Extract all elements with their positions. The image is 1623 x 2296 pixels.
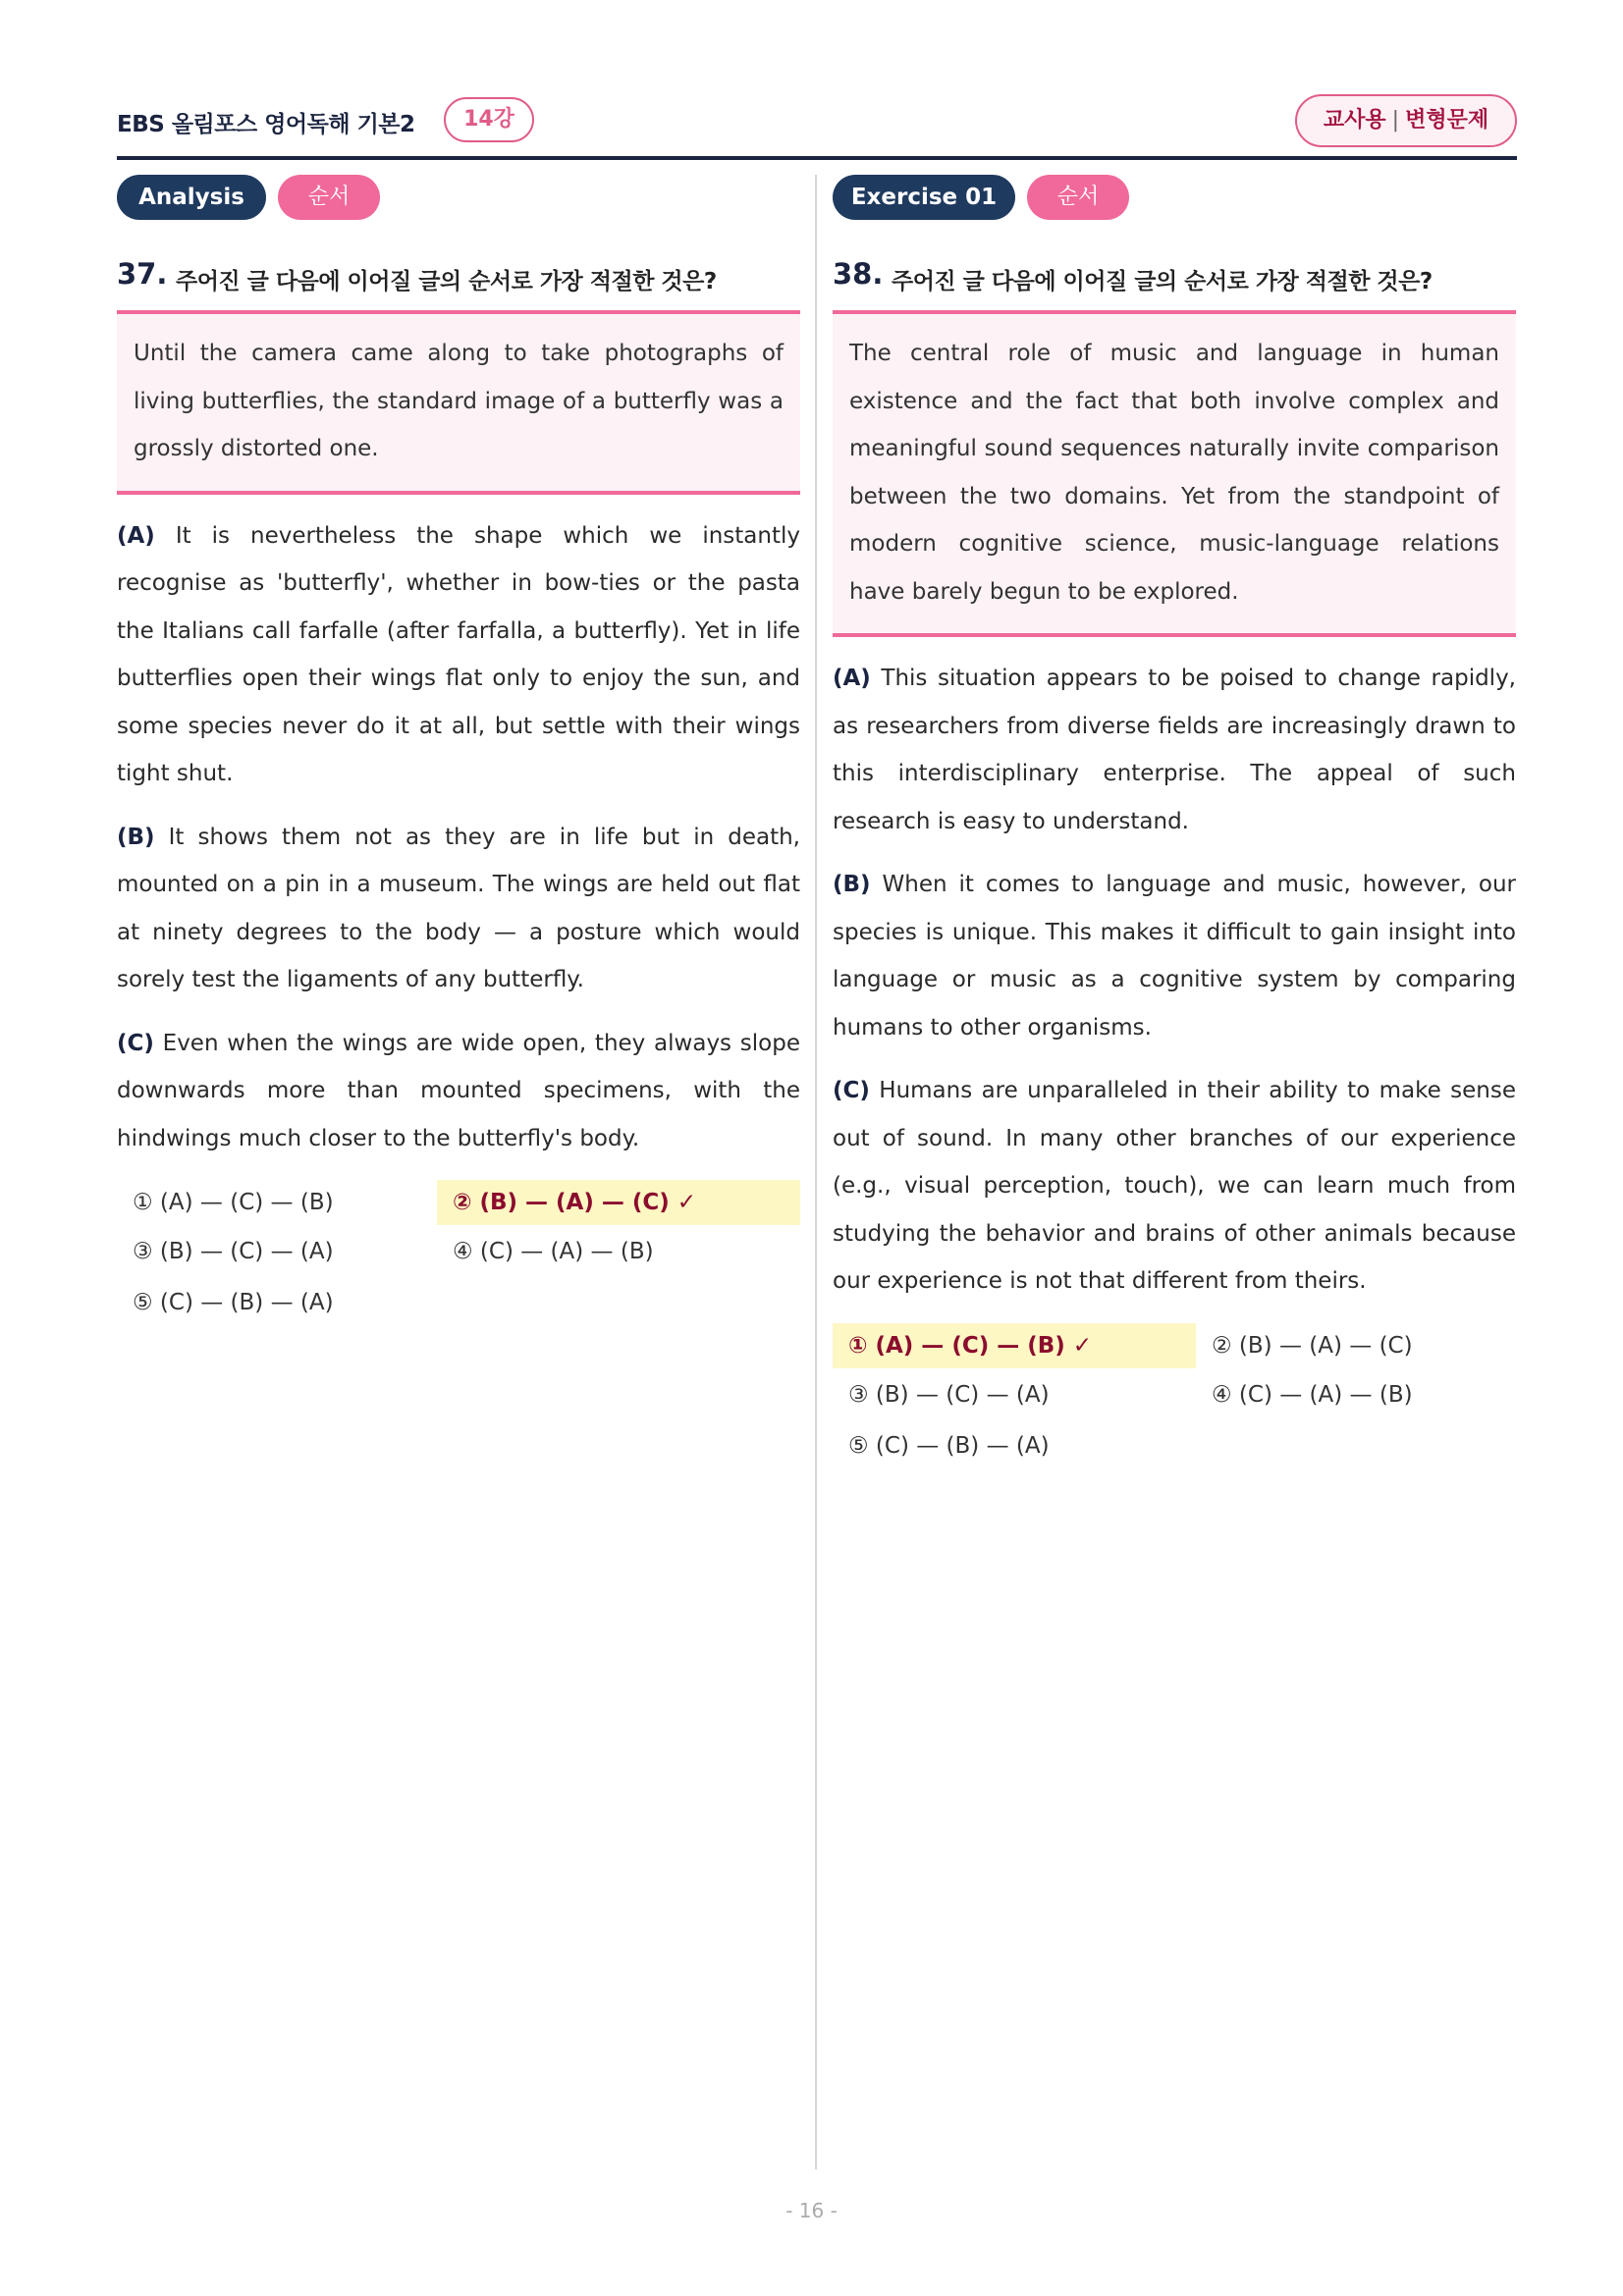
paragraph-label: (B) [833, 872, 871, 897]
paragraph-a [117, 512, 800, 798]
option-1[interactable]: ① (A) — (C) — (B) [133, 1190, 334, 1215]
paragraph-label: (A) [117, 522, 155, 549]
question-heading [833, 257, 1516, 300]
paragraph-label: (C) [833, 1078, 870, 1103]
lesson-badge: 14강 [444, 97, 534, 142]
page-number: - 16 - [785, 2199, 838, 2222]
option-4[interactable]: ④ (C) — (A) — (B) [453, 1239, 654, 1264]
question-heading [117, 257, 800, 300]
option-1-correct[interactable]: ① (A) — (C) — (B) ✓ [833, 1323, 1196, 1368]
paragraph-text: Even when the wings are wide open, they always slope downwards more than mounted specimens, with the hindwings much closer to the butterfly's body. [117, 1030, 800, 1151]
section-badges [117, 175, 800, 222]
paragraph-b [833, 861, 1516, 1051]
option-4[interactable]: ④ (C) — (A) — (B) [1212, 1381, 1413, 1408]
paragraph-c [833, 1067, 1516, 1306]
paragraph-label: (B) [117, 824, 155, 850]
question-number: 37. [117, 257, 168, 291]
paragraph-text: Humans are unparalleled in their ability to make sense out of sound. In many other branches of our experience (e.g., visual perception, touch), we can learn much from studying the behavior and brains of other animals because our experience is not that different from theirs. [833, 1078, 1516, 1294]
paragraph-text: When it comes to language and music, however, our species is unique. This makes it difficult to gain insight into language or music as a cognitive system by comparing humans to other organisms. [833, 872, 1516, 1041]
question-prompt: 주어진 글 다음에 이어질 글의 순서로 가장 적절한 것은? [176, 269, 717, 294]
header-rule [117, 156, 1517, 160]
option-3[interactable]: ③ (B) — (C) — (A) [848, 1381, 1050, 1408]
question-prompt: 주어진 글 다음에 이어질 글의 순서로 가장 적절한 것은? [892, 269, 1433, 294]
type-label: 변형문제 [1405, 108, 1489, 133]
option-3[interactable]: ③ (B) — (C) — (A) [133, 1239, 334, 1264]
left-column [117, 175, 800, 1327]
right-column [833, 175, 1516, 1470]
question-type-badge: 순서 [278, 175, 380, 220]
answer-options [117, 1180, 800, 1327]
question-number: 38. [833, 257, 884, 291]
exercise-badge: Exercise 01 [833, 175, 1015, 220]
question-type-badge: 순서 [1027, 175, 1129, 220]
analysis-badge: Analysis [117, 175, 266, 220]
given-passage: Until the camera came along to take photographs of living butterflies, the standard image of a butterfly was a grossly distorted one. [117, 310, 800, 495]
paragraph-text: It is nevertheless the shape which we instantly recognise as 'butterfly', whether in bow-ties or the pasta the Italians call farfalle (after farfalla, a butterfly). Yet in life butterflies open their wings flat only to enjoy the sun, and some species never do it at all, but settle with their wings tight shut. [117, 522, 800, 786]
paragraph-label: (C) [117, 1030, 154, 1056]
edition-separator: | [1391, 108, 1400, 133]
given-passage: The central role of music and language in human existence and the fact that both involve complex and meaningful sound sequences naturally invite comparison between the two domains. Yet from the standpoint of modern cognitive science, music-language relations have barely begun to be explored. [833, 310, 1516, 637]
page-header [117, 94, 1517, 157]
paragraph-label: (A) [833, 666, 871, 691]
edition-badge [1295, 94, 1517, 147]
option-2[interactable]: ② (B) — (A) — (C) [1212, 1332, 1413, 1359]
paragraph-c [117, 1020, 800, 1163]
book-title: EBS 올림포스 영어독해 기본2 [117, 112, 415, 137]
option-2-correct[interactable]: ② (B) — (A) — (C) ✓ [437, 1180, 800, 1225]
option-5[interactable]: ⑤ (C) — (B) — (A) [133, 1290, 334, 1315]
answer-options [833, 1323, 1516, 1470]
paragraph-text: This situation appears to be poised to change rapidly, as researchers from diverse fields are increasingly drawn to this interdisciplinary enterprise. The appeal of such research is easy to understand. [833, 666, 1516, 834]
paragraph-text: It shows them not as they are in life but in death, mounted on a pin in a museum. The wings are held out flat at ninety degrees to the body — a posture which would sorely test the ligaments of any butterfly. [117, 824, 800, 992]
section-badges [833, 175, 1516, 222]
column-divider [815, 175, 817, 2169]
option-5[interactable]: ⑤ (C) — (B) — (A) [848, 1432, 1050, 1459]
edition-label: 교사용 [1323, 108, 1386, 133]
paragraph-b [117, 814, 800, 1004]
paragraph-a [833, 655, 1516, 845]
